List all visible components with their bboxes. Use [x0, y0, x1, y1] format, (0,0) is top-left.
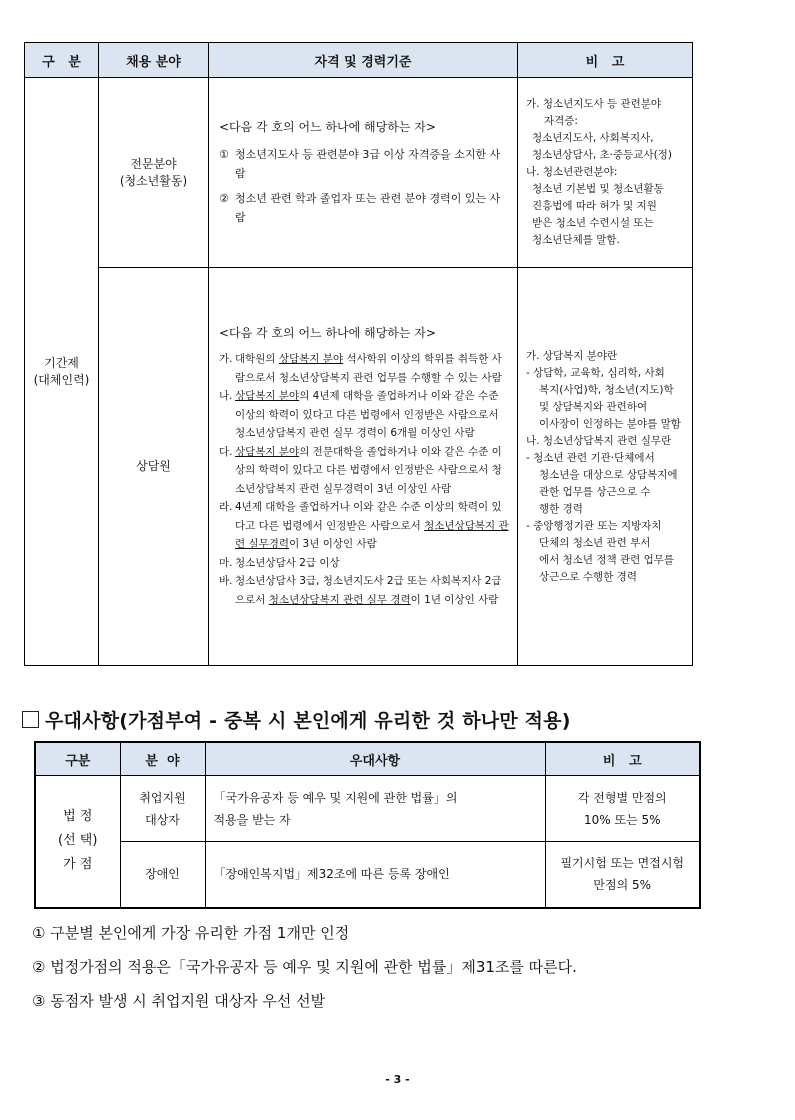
criteria-marker: 바. [219, 575, 233, 588]
section-heading [22, 706, 571, 733]
remark-line: 나. 청소년상담복지 관련 실무란 [526, 434, 672, 447]
criteria-item [219, 498, 509, 554]
header-preference: 우대사항 [205, 742, 545, 776]
table-header-row [25, 43, 693, 78]
criteria-heading: <다음 각 호의 어느 하나에 해당하는 자> [219, 325, 436, 340]
criteria-item [219, 554, 509, 573]
remark-line: - 중앙행정기관 또는 지방자치 [526, 519, 662, 532]
criteria-marker: 다. [219, 445, 233, 458]
table-row [35, 842, 700, 908]
table-row [35, 776, 700, 842]
remark-line: 받은 청소년 수련시설 또는 [532, 217, 654, 229]
checkbox-square-icon [22, 711, 39, 728]
field-cell: 취업지원 대상자 [120, 776, 205, 842]
remark-line: 가. 청소년지도사 등 관련분야 [526, 98, 662, 110]
page-number: - 3 - [385, 1073, 410, 1086]
category-cell: 법 정 (선 택) 가 점 [35, 776, 120, 908]
criteria-text: 이 1년 이상인 사람 [410, 593, 499, 606]
criteria-item [219, 145, 509, 183]
criteria-marker: 나. [219, 390, 233, 403]
remark-line: - 청소년 관련 기관·단체에서 [526, 451, 655, 464]
preference-cell: 「장애인복지법」제32조에 따른 등록 장애인 [205, 842, 545, 908]
table-row [25, 78, 693, 268]
remarks-cell: 필기시험 또는 면접시험 만점의 5% [545, 842, 700, 908]
criteria-text: 이 3년 이상인 사람 [289, 538, 377, 551]
field-cell: 장애인 [120, 842, 205, 908]
preference-table [34, 741, 701, 909]
criteria-marker: 가. [219, 353, 233, 366]
list-item: ① 구분별 본인에게 가장 유리한 가점 1개만 인정 [32, 924, 350, 942]
criteria-underlined: 상담복지 분야 [235, 390, 300, 403]
field-cell: 전문분야 (청소년활동) [99, 78, 209, 268]
criteria-marker: ① [219, 148, 229, 161]
criteria-underlined: 청소년상담복지 관련 실무 경력 [268, 593, 411, 606]
remark-line: 청소년을 대상으로 상담복지에 [539, 468, 678, 481]
criteria-underlined: 상담복지 분야 [278, 353, 344, 366]
remark-line: 이사장이 인정하는 분야를 말함 [539, 417, 681, 430]
table-header-row [35, 742, 700, 776]
header-field: 분 야 [120, 742, 205, 776]
criteria-marker: 마. [219, 556, 233, 569]
criteria-cell [209, 268, 518, 666]
remark-line: 상근으로 수행한 경력 [539, 570, 637, 583]
remark-line: 진흥법에 따라 허가 및 지원 [532, 200, 657, 212]
list-item: ② 법정가점의 적용은「국가유공자 등 예우 및 지원에 관한 법률」제31조를 따른다. [32, 958, 577, 976]
section-title: 우대사항(가점부여 - 중복 시 본인에게 유리한 것 하나만 적용) [45, 710, 571, 732]
criteria-text: 의 전문대학을 졸업하거나 이와 같은 수준 이상의 학력이 있다고 다른 법령에서 인정받은 사람으로서 청소년상담복지 관련 실무경력이 3년 이상인 사람 [235, 445, 502, 495]
criteria-underlined: 상담복지 분야 [235, 445, 300, 458]
remarks-cell: 각 전형별 만점의 10% 또는 5% [545, 776, 700, 842]
header-criteria: 자격 및 경력기준 [209, 43, 518, 78]
criteria-text: 청소년지도사 등 관련분야 3급 이상 자격증을 소지한 사람 [235, 148, 501, 180]
criteria-cell [209, 78, 518, 268]
table-row [25, 268, 693, 666]
criteria-text: 4년제 대학을 졸업하거나 이와 같은 수준 이상의 학력이 있다고 다른 법령에서 인정받은 사람으로서 [235, 501, 502, 532]
category-cell: 기간제 (대체인력) [25, 78, 99, 666]
criteria-item [219, 443, 509, 499]
list-item: ③ 동점자 발생 시 취업지원 대상자 우선 선발 [32, 992, 326, 1010]
criteria-marker: ② [219, 192, 229, 205]
criteria-text: 청소년상담사 3급, 청소년지도사 2급 또는 사회복지사 2급으로서 [235, 575, 502, 606]
remarks-cell [518, 268, 693, 666]
header-field: 채용 분야 [99, 43, 209, 78]
remark-line: - 상담학, 교육학, 심리학, 사회 [526, 366, 665, 379]
remark-line: 단체의 청소년 관련 부서 [539, 536, 651, 549]
criteria-underlined: 청소년상담복지 관련 실무경력 [235, 519, 509, 551]
qualification-table [24, 42, 693, 666]
remark-line: 복지(사업)학, 청소년(지도)학 [539, 383, 674, 396]
remark-line: 청소년단체를 말함. [532, 234, 620, 246]
criteria-text: 대학원의 [235, 353, 279, 366]
criteria-item [219, 572, 509, 609]
remark-line: 관한 업무를 상근으로 수 [539, 485, 651, 498]
preference-cell: 「국가유공자 등 예우 및 지원에 관한 법률」의 적용을 받는 자 [205, 776, 545, 842]
criteria-heading: <다음 각 호의 어느 하나에 해당하는 자> [219, 120, 436, 134]
remark-line: 청소년상담사, 초·중등교사(정) [532, 149, 672, 161]
remark-line: 청소년 기본법 및 청소년활동 [532, 183, 664, 195]
criteria-marker: 라. [219, 501, 233, 514]
remark-line: 청소년지도사, 사회복지사, [532, 132, 654, 144]
criteria-text: 석사학위 이상의 학위를 취득한 사람으로서 청소년상담복지 관련 업무를 수행할 수 있는 사람 [235, 353, 502, 384]
header-remarks: 비 고 [545, 742, 700, 776]
header-category: 구분 [35, 742, 120, 776]
criteria-text: 의 4년제 대학을 졸업하거나 이와 같은 수준 이상의 학력이 있다고 다른 법령에서 인정받은 사람으로서 청소년상담복지 관련 실무 경력이 6개월 이상인 사람 [235, 390, 499, 440]
criteria-text: 청소년상담사 2급 이상 [235, 556, 340, 569]
field-cell: 상담원 [99, 268, 209, 666]
header-remarks: 비 고 [518, 43, 693, 78]
criteria-text: 청소년 관련 학과 졸업자 또는 관련 분야 경력이 있는 사람 [235, 192, 501, 224]
remark-line: 자격증: [544, 115, 578, 127]
remark-line: 나. 청소년관련분야: [526, 166, 618, 178]
remarks-cell [518, 78, 693, 268]
remark-line: 가. 상담복지 분야란 [526, 349, 618, 362]
remark-line: 에서 청소년 정책 관련 업무를 [539, 553, 675, 566]
criteria-item [219, 387, 509, 443]
remark-line: 행한 경력 [539, 502, 583, 515]
criteria-item [219, 189, 509, 227]
criteria-item [219, 350, 509, 387]
remark-line: 및 상담복지와 관련하여 [539, 400, 648, 413]
header-category: 구 분 [25, 43, 99, 78]
